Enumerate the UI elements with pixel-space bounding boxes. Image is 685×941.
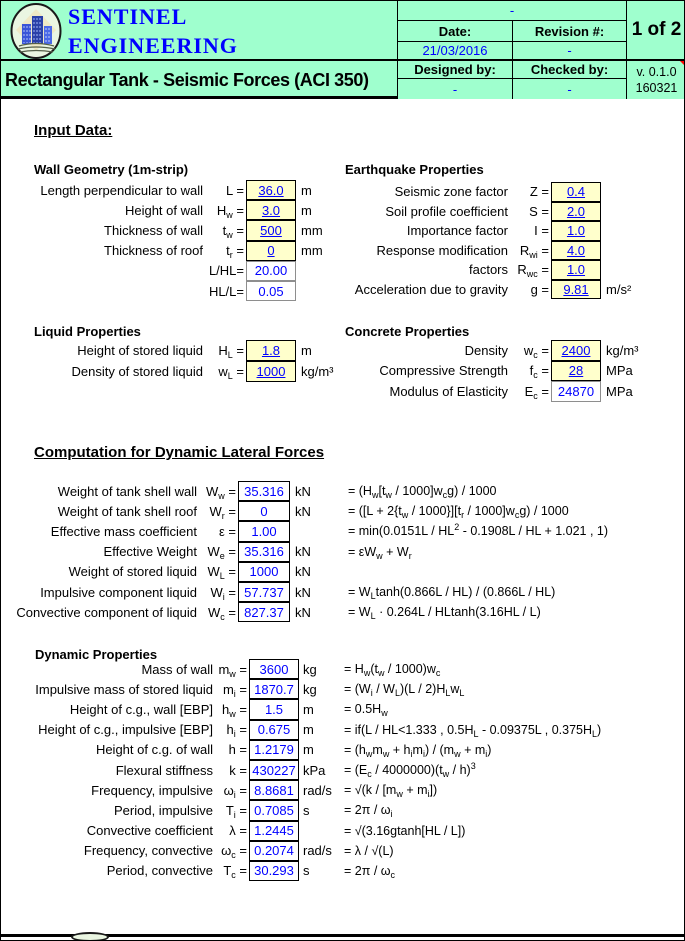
company-name-line2: ENGINEERING [68,33,238,58]
sheet-header [1,1,684,99]
row-symbol: $W_w$ = [206,483,236,501]
version-cell [626,61,685,99]
earthquake-rows [331,182,685,299]
row-label: Height of c.g., wall [EBP] [69,701,213,717]
row-unit: kg/m³ [606,342,639,358]
row-label: Period, impulsive [114,802,213,818]
calc-row [1,542,685,562]
computation-heading: Computation for Dynamic Lateral Forces [34,444,325,461]
row-label: Height of wall [124,202,203,218]
row-formula: = $W_L \cdot 0.264L / HLtanh(3.16HL / L)$ [348,605,541,622]
row-symbol: $w_L$ = [218,364,244,381]
row-symbol: λ = [229,823,247,839]
calc-cell: 3600 [249,659,299,679]
next-page-logo-icon [71,932,109,941]
calc-row [1,821,685,841]
input-cell[interactable]: 36.0 [246,180,296,200]
calc-row [1,659,685,679]
computation-rows [1,481,685,622]
row-formula: = $(E_c / 4000000)(t_w / h)^3$ [344,761,476,780]
calc-cell: 0 [238,501,290,521]
dynamic-rows [1,659,685,881]
calc-cell: 1.5 [249,699,299,719]
row-symbol: L/HL= [208,263,244,279]
row-formula: = $(H_w[t_w / 1000]w_cg) / 1000$ [348,484,497,501]
calc-cell: 24870 [551,381,601,402]
row-unit: kg [303,661,317,677]
row-symbol: g = [530,281,549,297]
calc-cell: 1.2445 [249,821,299,841]
row-unit: kN [295,503,311,519]
row-label: Height of c.g. of wall [95,742,213,758]
row-symbol: $W_i$ = [210,584,236,602]
calc-cell: 1.00 [238,521,290,541]
calc-cell: 57.737 [238,582,290,602]
row-formula: = $0.5H_w$ [344,702,388,719]
row-symbol: $\omega_c$ = [221,843,247,861]
comment-marker-icon [680,61,685,67]
row-symbol: $\omega_i$ = [223,782,247,800]
wall-geometry-heading: Wall Geometry (1m-strip) [34,162,189,177]
calc-row [1,521,685,541]
date-value: 21/03/2016 [397,42,512,61]
version-date: 160321 [635,81,678,95]
row-label: Length perpendicular to wall [40,182,203,198]
row-symbol: I = [534,223,549,239]
row-label: Effective mass coefficient [50,523,197,539]
row-unit: kN [295,564,311,580]
calc-row [1,602,685,622]
calc-row [331,361,685,382]
row-label: Effective Weight [103,544,197,560]
calc-row [1,481,685,501]
row-unit: m [301,182,312,198]
row-label: Weight of tank shell wall [57,483,197,499]
row-label: Compressive Strength [379,363,508,379]
row-label: Impulsive component liquid [40,584,197,600]
row-symbol: Z = [529,184,549,200]
row-unit: rad/s [303,843,332,859]
row-symbol: HL/L= [208,283,244,299]
checked-by-value: - [512,79,626,99]
calc-row [1,800,685,820]
input-cell[interactable]: 0.4 [551,182,601,202]
calc-row [331,381,685,402]
row-label: Thickness of wall [104,222,203,238]
row-formula: = $\min(0.0151L / HL^2 - 0.1908L$ / HL + 1.021 , 1) [348,522,609,539]
document-title: Rectangular Tank - Seismic Forces (ACI 350) [5,70,369,90]
calc-row [331,202,685,222]
calc-cell: 1000 [238,562,290,582]
row-label: factors [468,262,508,278]
row-unit: s [303,863,310,879]
earthquake-heading: Earthquake Properties [345,162,484,177]
row-symbol: h = [228,742,247,758]
concrete-heading: Concrete Properties [345,324,470,339]
row-unit: mm [301,222,323,238]
row-label: Frequency, convective [83,843,213,859]
calc-row [1,582,685,602]
row-symbol: $W_L$ = [207,564,236,582]
input-cell[interactable]: 0 [246,241,296,261]
row-unit: kg [303,681,317,697]
row-symbol: $t_r$ = [226,243,244,261]
company-logo-icon [10,3,62,59]
row-unit: m [301,202,312,218]
row-unit: mm [301,243,323,259]
row-symbol: $W_c$ = [208,604,236,622]
calc-row [331,280,685,300]
row-label: Period, convective [106,863,213,879]
checked-by-label: Checked by: [512,61,626,79]
row-label: Seismic zone factor [394,184,508,200]
calc-cell: 827.37 [238,602,290,622]
row-symbol: $W_r$ = [209,503,236,521]
calc-cell: 0.675 [249,720,299,740]
row-unit: MPa [606,383,633,399]
calc-cell: 30.293 [249,861,299,881]
calc-row [1,720,685,740]
row-label: Flexural stiffness [115,762,213,778]
row-label: Impulsive mass of stored liquid [35,681,213,697]
row-label: Frequency, impulsive [91,782,213,798]
calc-cell: 0.7085 [249,800,299,820]
calc-row [1,562,685,582]
liquid-heading: Liquid Properties [34,324,141,339]
row-formula: = $\varepsilon W_w + W_r$ [348,544,412,561]
calc-row [331,260,685,280]
input-cell[interactable]: 9.81 [551,280,601,300]
row-formula: = λ / √(L) [344,843,394,858]
row-unit: MPa [606,363,633,379]
row-label: Acceleration due to gravity [354,281,508,297]
calc-cell: 20.00 [246,261,296,281]
calc-row [331,221,685,241]
revision-top-value: - [397,1,626,21]
row-symbol: ε = [219,523,236,539]
page-number: 1 of 2 [626,1,685,61]
calc-cell: 35.316 [238,481,290,501]
row-label: Convective component of liquid [16,604,197,620]
calc-cell: 430227 [249,760,299,780]
concrete-rows [331,340,685,402]
row-label: Height of c.g., impulsive [EBP] [38,722,213,738]
calc-cell: 1870.7 [249,679,299,699]
row-formula: = $√(k / [m_w + m_i])$ [344,783,438,800]
calc-row [1,861,685,881]
row-formula: = if(L / HL<1.333 , $0.5H_L - 0.09375L$ , $0.375H_L$) [344,722,602,739]
calc-row [1,679,685,699]
row-label: Response modification [376,242,508,258]
row-formula: = $([L + 2\{t_w / 1000\}][t_r / 1000]w_cg) / 1000$ [348,504,569,521]
calc-cell: 35.316 [238,542,290,562]
row-symbol: $H_w$ = [216,202,244,220]
row-symbol: $W_e$ = [207,544,236,562]
row-formula: = √(3.16gtanh[HL / L]) [344,823,466,838]
revision-value: - [512,42,626,61]
row-unit: kPa [303,762,326,778]
row-formula: = $H_w(t_w / 1000)w_c$ [344,662,441,679]
row-label: Thickness of roof [104,243,203,259]
row-unit: m [303,722,314,738]
row-unit: kN [295,544,311,560]
row-label: Modulus of Elasticity [389,383,508,399]
input-cell[interactable]: 1.8 [246,340,296,361]
revision-info-table [397,1,685,99]
calc-row [331,182,685,202]
calc-row [1,760,685,780]
designed-by-value: - [397,79,512,99]
header-divider [1,59,397,61]
calc-row [1,841,685,861]
row-symbol: $R_{wi}$ = [519,242,549,260]
row-unit: m [303,701,314,717]
row-symbol: $T_i$ = [225,802,247,820]
calc-row [331,340,685,361]
calc-cell: 0.2074 [249,841,299,861]
designed-by-label: Designed by: [397,61,512,79]
calc-row [1,740,685,760]
calc-cell: 0.05 [246,281,296,301]
row-formula: = $2\pi / \omega_c$ [344,863,396,880]
calc-row [331,241,685,261]
version-number: v. 0.1.0 [636,65,677,79]
row-unit: kg/m³ [301,364,334,379]
calc-cell: 1.2179 [249,740,299,760]
input-cell[interactable]: 500 [246,220,296,240]
row-unit: m [303,742,314,758]
input-cell[interactable]: 4.0 [551,241,601,261]
row-unit: s [303,802,310,818]
calc-row [1,501,685,521]
row-label: Mass of wall [141,661,213,677]
row-label: Density of stored liquid [71,364,203,379]
row-unit: m [301,343,312,358]
row-symbol: $m_w$ = [218,661,247,679]
row-symbol: S = [529,203,549,219]
input-cell[interactable]: 1.0 [551,260,601,280]
row-unit: kN [295,584,311,600]
input-cell[interactable]: 3.0 [246,200,296,220]
row-unit: m/s² [606,281,632,297]
calc-row [1,780,685,800]
row-formula: = $(h_wm_w + h_im_i) / (m_w + m_i)$ [344,742,492,759]
row-symbol: $t_w$ = [222,222,244,240]
company-name [68,2,398,60]
input-cell[interactable]: 2.0 [551,202,601,222]
row-symbol: $R_{wc}$ = [517,262,549,280]
row-symbol: $h_w$ = [222,701,247,719]
row-label: Importance factor [406,223,508,239]
calc-cell: 8.8681 [249,780,299,800]
row-unit: kN [295,604,311,620]
input-cell[interactable]: 1000 [246,361,296,382]
row-label: Weight of stored liquid [68,564,197,580]
row-symbol: $H_L$ = [218,343,244,360]
row-symbol: $w_c$ = [523,342,549,360]
input-cell[interactable]: 2400 [551,340,601,361]
row-label: Weight of tank shell roof [57,503,197,519]
revision-label: Revision #: [512,21,626,42]
dynamic-properties-heading: Dynamic Properties [35,647,158,662]
row-symbol: $m_i$ = [222,681,247,699]
row-symbol: $h_i$ = [226,722,247,740]
row-symbol: $T_c$ = [223,863,247,881]
row-symbol: $f_c$ = [529,363,549,381]
row-unit: rad/s [303,782,332,798]
input-cell[interactable]: 1.0 [551,221,601,241]
calc-row [1,699,685,719]
row-symbol: $E_c$ = [524,383,549,401]
row-label: Height of stored liquid [77,343,203,358]
row-symbol: L = [226,182,244,198]
row-symbol: k = [229,762,247,778]
date-label: Date: [397,21,512,42]
row-label: Density [464,342,508,358]
row-label: Convective coefficient [86,823,213,839]
company-name-line1: SENTINEL [68,4,188,29]
row-unit: kN [295,483,311,499]
row-formula: = $(W_i / W_L)(L / 2)H_Lw_L$ [344,682,465,699]
row-formula: = $2\pi / \omega_i$ [344,803,393,820]
row-label: Soil profile coefficient [385,203,508,219]
input-cell[interactable]: 28 [551,361,601,382]
row-formula: = $W_L\tanh(0.866L / HL) / (0.866L / HL)$ [348,585,556,602]
input-data-heading: Input Data: [34,122,113,139]
